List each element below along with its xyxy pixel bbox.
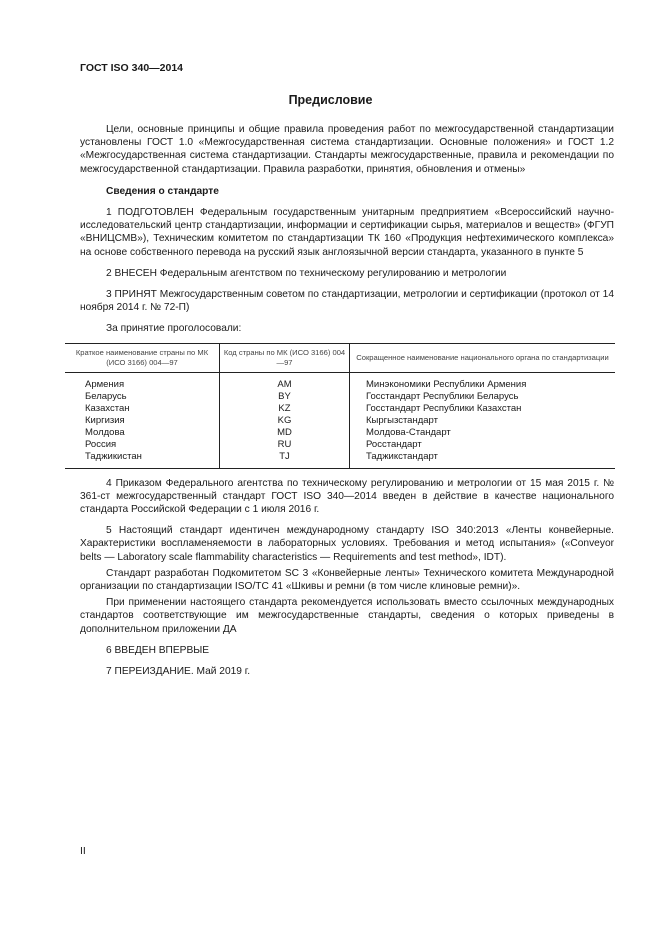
table-header-row	[65, 343, 615, 372]
item-4-paragraph: 4 Приказом Федерального агентства по техническому регулированию и метрологии от 15 мая 2015 г. № 361-ст межгосударственный стандарт ГОСТ ISO 340—2014 введен в действие в качестве национального стандарта Российской Федерации с 1 июля 2016 г.	[80, 477, 614, 516]
table-row	[65, 415, 615, 427]
table-cell-body: Госстандарт Республики Казахстан	[350, 403, 616, 415]
item-2-paragraph: 2 ВНЕСЕН Федеральным агентством по техническому регулированию и метрологии	[106, 267, 507, 279]
table-row	[65, 451, 615, 469]
voting-table	[65, 343, 615, 469]
table-cell-country: Россия	[85, 438, 117, 450]
item-6-paragraph: 6 ВВЕДЕН ВПЕРВЫЕ	[106, 644, 210, 656]
table-cell-country: Казахстан	[85, 402, 130, 414]
vote-label: За принятие проголосовали:	[106, 323, 242, 335]
section-heading: Сведения о стандарте	[106, 185, 219, 197]
item-1-paragraph: 1 ПОДГОТОВЛЕН Федеральным государственным унитарным предприятием «Всероссийский научно-исследовательский центр стандартизации, информации и сертификации сырья, материалов и веществ» (ФГУП «ВНИЦСМВ»), Техническим комитетом по стандартизации ТК 160 «Продукция нефтехимического комплекса» на основе собственного перевода на русский язык англоязычной версии стандарта, указанного в пункте 5	[80, 207, 614, 258]
table-cell-code: TJ	[220, 451, 350, 469]
table-cell-code: MD	[220, 427, 350, 439]
table-cell-body: Росстандарт	[350, 439, 616, 451]
table-cell-code: KZ	[220, 403, 350, 415]
table-cell-country: Киргизия	[85, 414, 125, 426]
table-row	[65, 372, 615, 391]
table-row	[65, 403, 615, 415]
table-cell-body: Кыргызстандарт	[350, 415, 616, 427]
table-header-body: Сокращенное наименование национального органа по стандартизации	[350, 343, 616, 372]
page-number: II	[80, 845, 86, 857]
table-cell-code: AM	[220, 372, 350, 391]
table-cell-body: Госстандарт Республики Беларусь	[350, 391, 616, 403]
item-3-paragraph: 3 ПРИНЯТ Межгосударственным советом по стандартизации, метрологии и сертификации (протокол от 14 ноября 2014 г. № 72-П)	[80, 289, 614, 314]
item-5-developer-paragraph: Стандарт разработан Подкомитетом SC 3 «Конвейерные ленты» Технического комитета Международной организации по стандартизации ISO/TC 41 «Шкивы и ремни (в том числе клиновые ремни)».	[80, 567, 614, 593]
table-header-code: Код страны по МК (ИСО 3166) 004—97	[220, 343, 350, 372]
table-row	[65, 391, 615, 403]
table-cell-country: Таджикистан	[65, 451, 220, 469]
table-header-country: Краткое наименование страны по МК (ИСО 3166) 004—97	[65, 343, 220, 372]
intro-paragraph: Цели, основные принципы и общие правила проведения работ по межгосударственной стандартизации установлены ГОСТ 1.0 «Межгосударственная система стандартизации. Основные положения» и ГОСТ 1.2 «Межгосударственная система стандартизации. Стандарты межгосударственные, правила и рекомендации по межгосударственной стандартизации. Правила разработки, принятия, обновления и отмены»	[80, 124, 614, 175]
item-5-paragraph: 5 Настоящий стандарт идентичен международному стандарту ISO 340:2013 «Ленты конвейерные. Характеристики воспламеняемости в лабораторных условиях. Требования и метод испытания» («Conveyor belts — Laboratory scale flammability characteristics — Requirements and test method», IDT).	[80, 525, 614, 563]
table-cell-body: Таджикстандарт	[350, 451, 616, 469]
page-title: Предисловие	[288, 93, 373, 107]
table-cell-body: Минэкономики Республики Армения	[350, 372, 616, 391]
table-cell-country: Молдова	[85, 426, 125, 438]
item-5-references-paragraph: При применении настоящего стандарта рекомендуется использовать вместо ссылочных международных стандартов соответствующие им межгосударственные стандарты, сведения о которых приведены в дополнительном приложении ДА	[80, 597, 614, 635]
table-cell-code: BY	[220, 391, 350, 403]
table-cell-body: Молдова-Стандарт	[350, 427, 616, 439]
table-cell-code: RU	[220, 439, 350, 451]
table-row	[65, 427, 615, 439]
table-cell-code: KG	[220, 415, 350, 427]
table-row	[65, 439, 615, 451]
item-7-paragraph: 7 ПЕРЕИЗДАНИЕ. Май 2019 г.	[106, 666, 251, 678]
document-body	[75, 123, 614, 678]
table-cell-country: Армения	[85, 378, 125, 390]
document-header: ГОСТ ISO 340—2014	[80, 62, 184, 74]
table-cell-country: Беларусь	[85, 390, 127, 402]
